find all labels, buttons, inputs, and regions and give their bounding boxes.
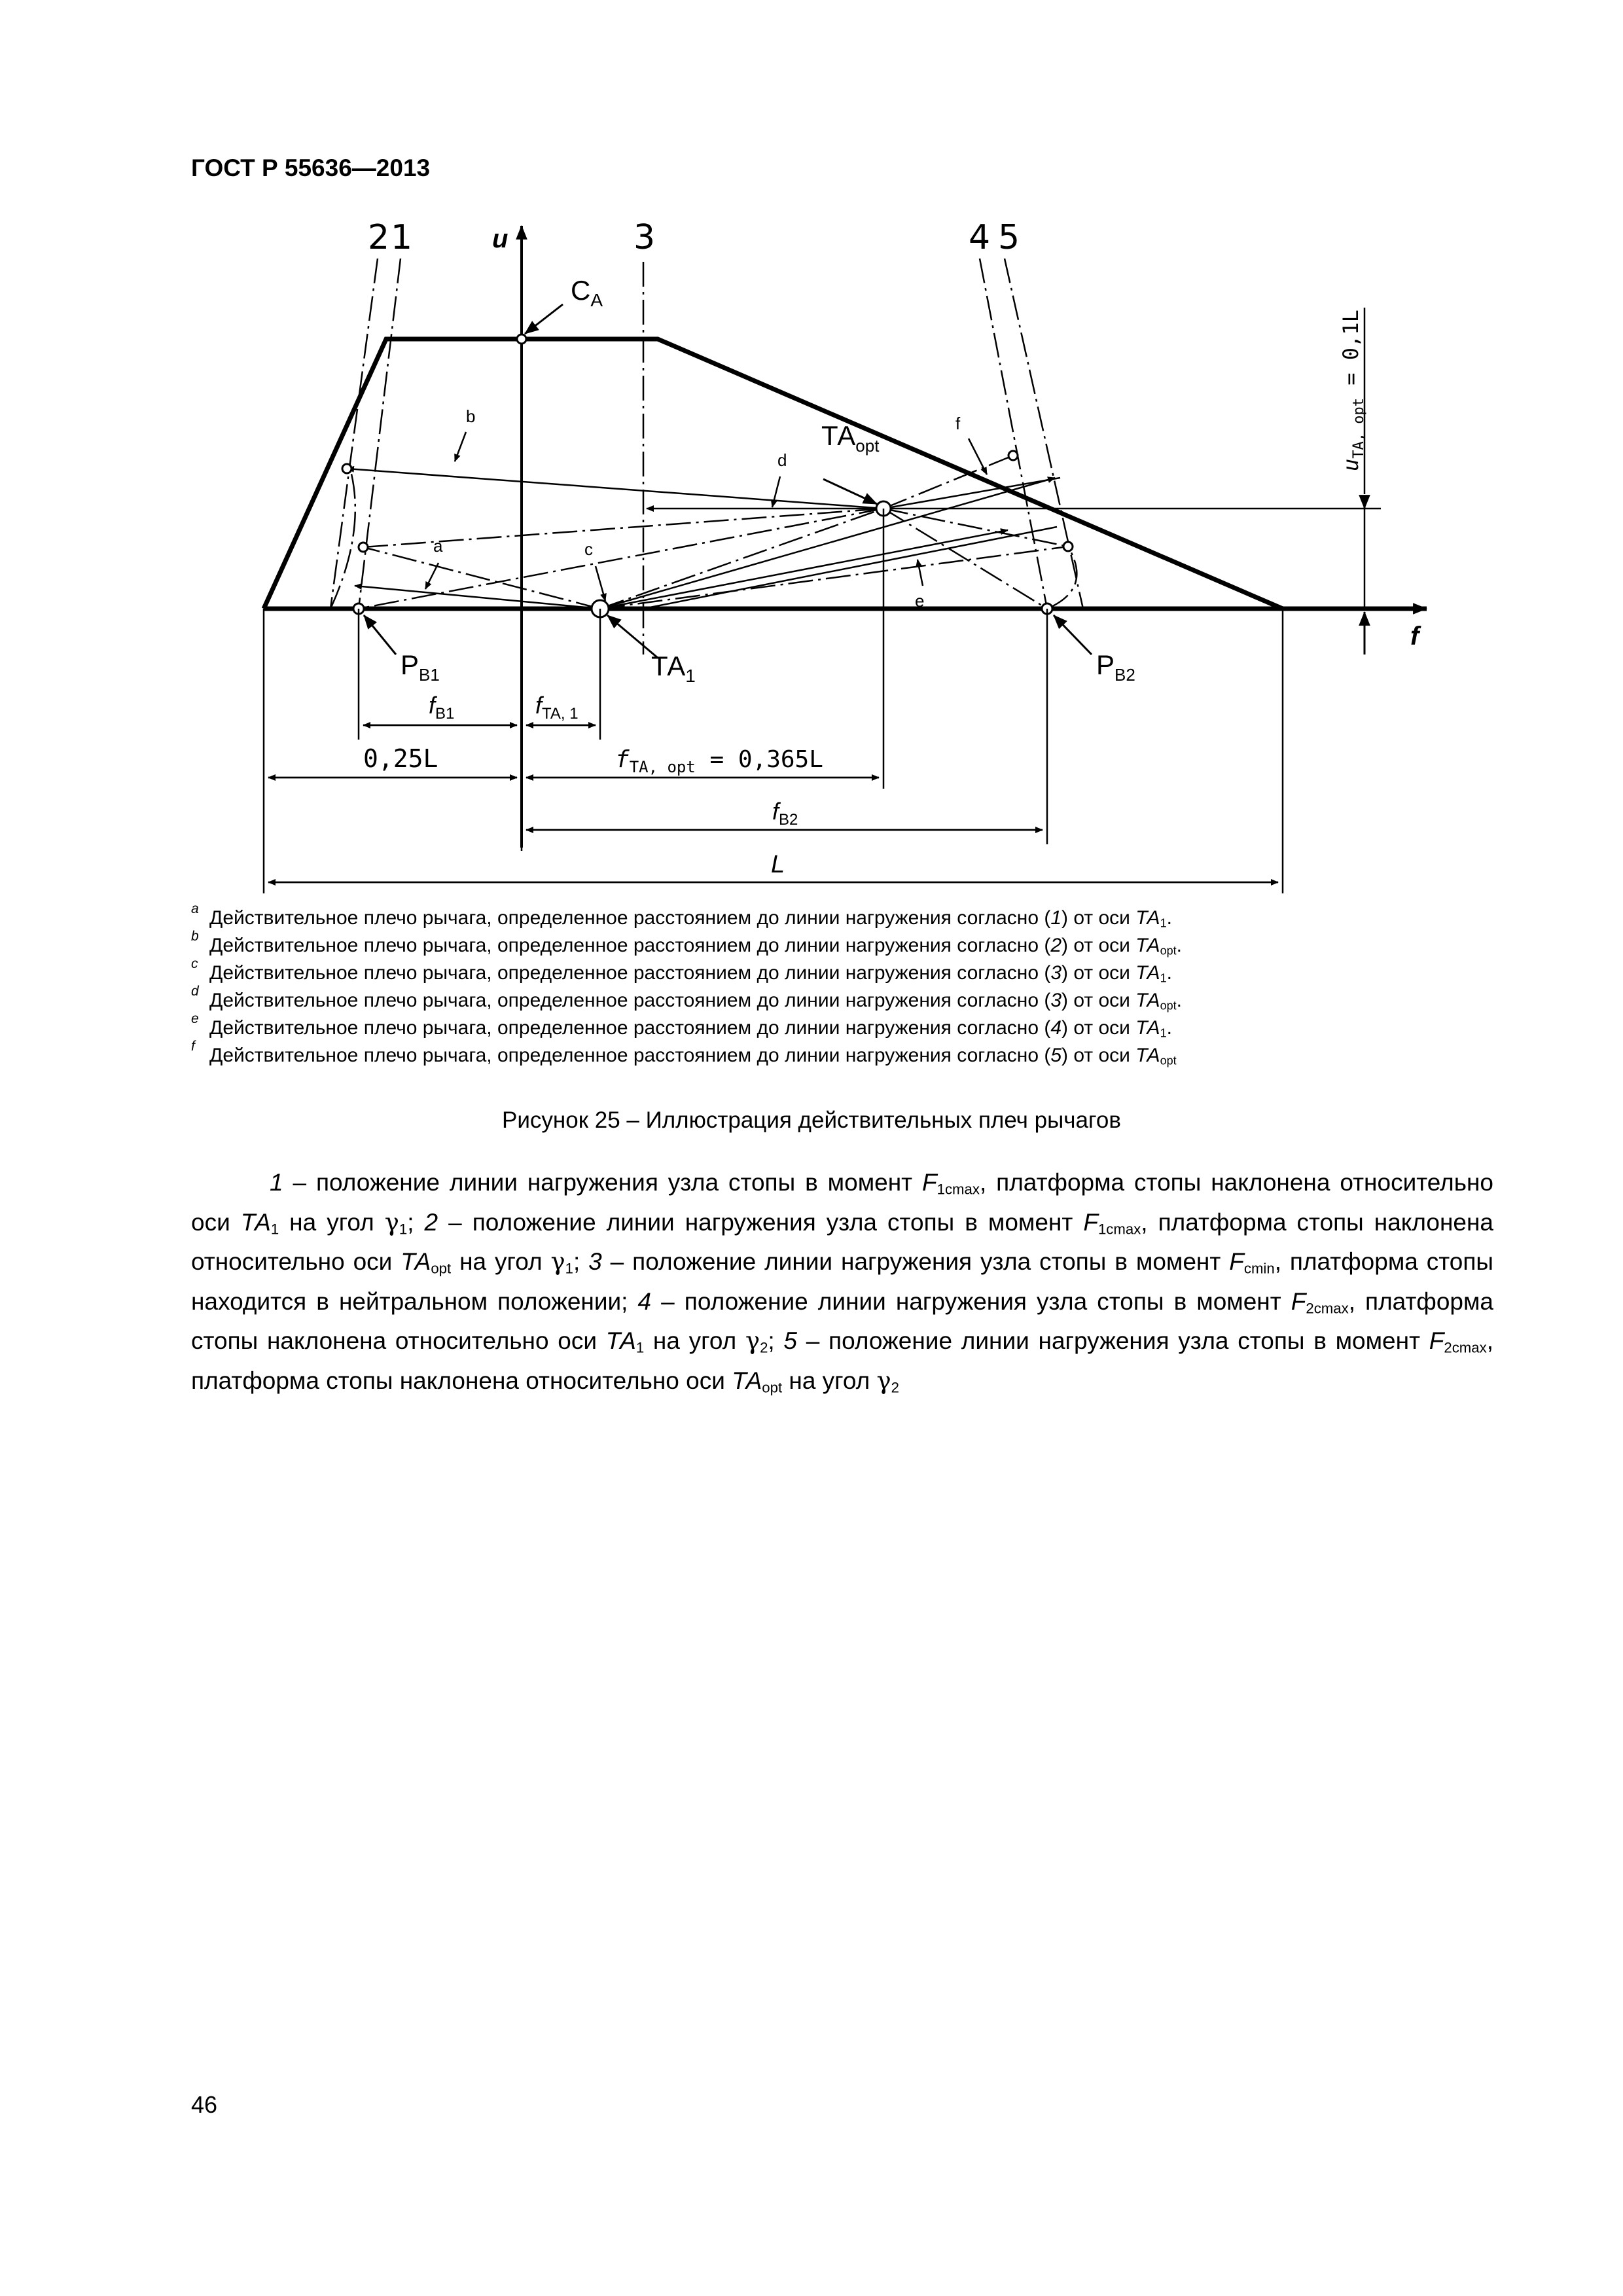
- dim-025l: 0,25L: [363, 744, 438, 773]
- load-line-1: [359, 259, 401, 609]
- arc-right: [1047, 547, 1077, 609]
- mark-b: b: [466, 406, 476, 426]
- figure-caption: Рисунок 25 – Иллюстрация действительных плеч рычагов: [502, 1107, 1121, 1133]
- load-line-2: [330, 259, 378, 609]
- mark-c: c: [584, 539, 593, 559]
- mark-e: e: [915, 591, 925, 611]
- curve-label-4: 4: [969, 218, 991, 257]
- dim-l: L: [771, 851, 785, 878]
- mark-f: f: [955, 414, 961, 433]
- arc-left: [330, 469, 355, 609]
- axis-f-label: f: [1410, 622, 1419, 651]
- page-number: 46: [191, 2091, 218, 2118]
- dim-fb1: $f_{B1}$: [429, 692, 455, 723]
- lever-arm-figure: [0, 0, 1623, 929]
- dim-uta-opt: $u_{TA, opt} = 0,1L$: [1338, 310, 1367, 471]
- document-header: ГОСТ Р 55636—2013: [191, 154, 431, 181]
- label-pb1: $Р_{В1}$: [401, 649, 440, 685]
- mark-d: d: [777, 450, 787, 470]
- label-ca: $С_А$: [571, 275, 603, 310]
- curve-label-2: 2: [368, 218, 390, 257]
- dim-fta-opt: $f_{TA, opt} = 0,365L$: [615, 746, 823, 776]
- curve-label-1: 1: [391, 218, 413, 257]
- curve-label-3: 3: [633, 218, 656, 257]
- curve-label-5: 5: [998, 218, 1020, 257]
- label-pb2: $Р_{В2}$: [1096, 649, 1135, 685]
- dim-fb2: $f_{B2}$: [772, 798, 798, 829]
- legend-paragraph: 1 – положение линии нагружения узла стопы в момент $F_{1cmax}$, платформа стопы наклонена относительно оси $ТА_1$ на угол $\gamma_1$; 2 – положение линии нагружения узла стопы в момент $F_{1cmax}$, платформа стопы наклонена относительно оси $ТА_{opt}$ на угол $\gamma_1$; 3 – положение линии нагружения узла стопы в момент $F_{cmin}$, платформа стопы находится в нейтральном положении; 4 – положение линии нагружения узла стопы в момент $F_{2cmax}$, платформа стопы наклонена относительно оси $ТА_1$ на угол $\gamma_2$; 5 – положение линии нагружения узла стопы в момент $F_{2cmax}$, платформа стопы наклонена относительно оси $ТА_{opt}$ на угол $\gamma_2$: [191, 1169, 1494, 1396]
- label-ta1: $ТА_1$: [651, 651, 696, 686]
- load-line-5: [1005, 259, 1083, 609]
- point-ca-marker: [517, 334, 526, 344]
- axis-u-label: u: [492, 224, 508, 253]
- mark-a: a: [433, 536, 443, 556]
- label-ta-opt: $ТА_{opt}$: [821, 420, 880, 456]
- dim-fta1: $f_{TA, 1}$: [535, 692, 579, 723]
